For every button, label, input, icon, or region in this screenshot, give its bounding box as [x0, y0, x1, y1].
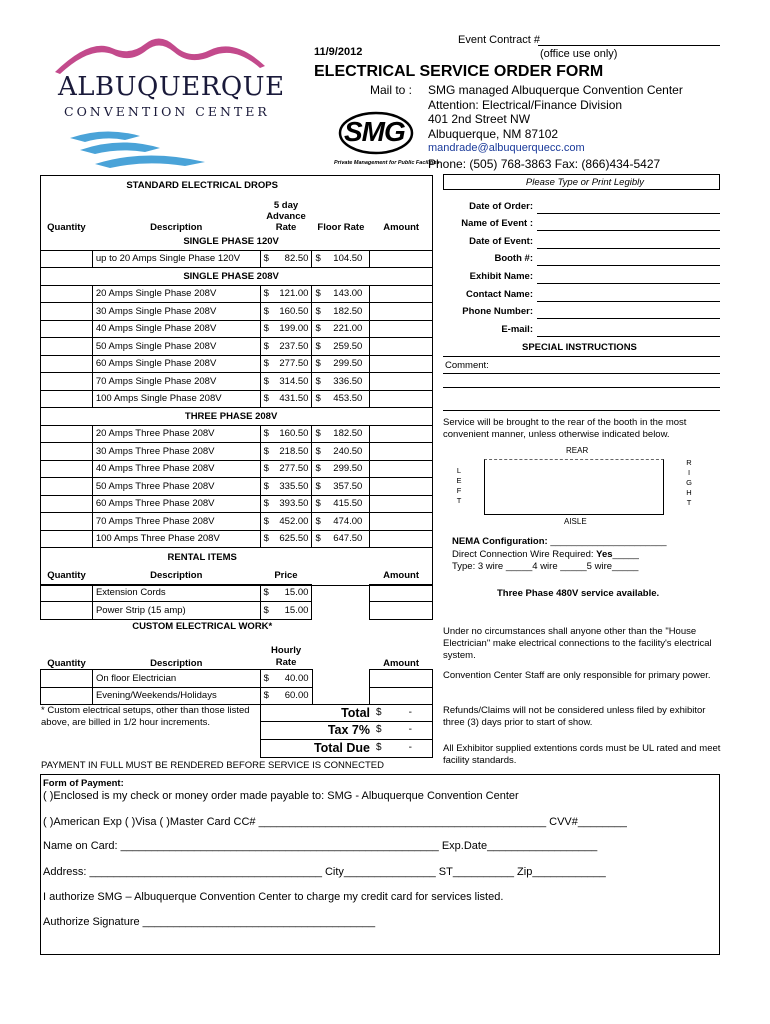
- authorize-text: I authorize SMG – Albuquerque Convention Center to charge my credit card for services listed.: [43, 891, 504, 903]
- comment-rule: [443, 387, 720, 388]
- amount-cell[interactable]: [370, 495, 433, 513]
- quantity-cell[interactable]: [41, 443, 93, 461]
- advance-rate-cell: $ 15.00: [260, 602, 312, 620]
- col-description: Description: [150, 221, 203, 233]
- table-row: [41, 303, 433, 321]
- empty-cell: [312, 602, 370, 620]
- wire-type[interactable]: Type: 3 wire _____4 wire _____5 wire_____: [452, 561, 639, 572]
- amount-cell[interactable]: [370, 460, 433, 478]
- event-field-label: Phone Number:: [462, 306, 533, 317]
- contact-phone: Phone: (505) 768-3863 Fax: (866)434-5427: [428, 157, 661, 171]
- mail-address: [428, 83, 683, 141]
- smg-tagline: Private Management for Public Facilities: [334, 160, 440, 166]
- description-cell: Evening/Weekends/Holidays: [92, 687, 260, 705]
- address-line: SMG managed Albuquerque Convention Center: [428, 83, 683, 97]
- quantity-cell[interactable]: [41, 460, 93, 478]
- advance-rate-cell: $ 335.50: [260, 478, 312, 496]
- payment-box: [40, 774, 720, 955]
- tax-row: [260, 722, 433, 740]
- comment-label: Comment:: [445, 360, 489, 371]
- address-line: Attention: Electrical/Finance Division: [428, 97, 623, 112]
- house-electrician-note: Under no circumstances shall anyone other than the "House Electrician" make electrical connections to the facility's electrical system.: [443, 626, 712, 661]
- amount-cell[interactable]: [370, 250, 433, 268]
- custom-footnote: * Custom electrical setups, other than those listed above, are billed in 1/2 hour increments.: [41, 705, 250, 728]
- table-row: [41, 670, 433, 688]
- description-cell: Power Strip (15 amp): [92, 602, 260, 620]
- event-field-line[interactable]: [537, 230, 720, 231]
- col-advance-2: Advance: [266, 210, 306, 222]
- logo-name: ALBUQUERQUE: [58, 72, 285, 102]
- advance-rate-cell: $ 277.50: [260, 460, 312, 478]
- col-advance-3: Rate: [275, 221, 297, 233]
- amount-cell[interactable]: [370, 670, 433, 688]
- table-row: [41, 390, 433, 408]
- table-row: [41, 602, 433, 620]
- event-field[interactable]: [443, 234, 720, 251]
- logo-subtitle: CONVENTION CENTER: [64, 104, 270, 119]
- event-field[interactable]: [443, 322, 720, 339]
- nema-block: [452, 536, 667, 574]
- advance-rate-cell: $ 15.00: [260, 584, 312, 602]
- three-phase-480-note: Three Phase 480V service available.: [497, 588, 660, 599]
- table-row: [41, 513, 433, 531]
- quantity-cell[interactable]: [41, 250, 93, 268]
- amount-cell[interactable]: [370, 373, 433, 391]
- advance-rate-cell: $ 431.50: [260, 390, 312, 408]
- custom-col-hourly-2: Rate: [275, 657, 297, 668]
- floor-rate-cell: $ 143.00: [312, 285, 370, 303]
- floor-rate-cell: $ 240.50: [312, 443, 370, 461]
- total-row: [260, 704, 433, 722]
- nema-label: NEMA Configuration:: [452, 536, 548, 547]
- floor-rate-cell: $ 415.50: [312, 495, 370, 513]
- quantity-cell[interactable]: [41, 670, 93, 688]
- booth-right-label: R I G H T: [686, 458, 692, 507]
- amount-cell[interactable]: [370, 355, 433, 373]
- amount-cell[interactable]: [370, 425, 433, 443]
- description-cell: 70 Amps Three Phase 208V: [92, 513, 260, 531]
- rental-col-description: Description: [150, 569, 203, 581]
- col-floor-rate: Floor Rate: [317, 221, 365, 233]
- booth-outline: [484, 459, 664, 515]
- event-field[interactable]: [443, 199, 720, 216]
- amount-cell[interactable]: [370, 478, 433, 496]
- tax-value[interactable]: -: [408, 724, 412, 735]
- sp208-heading: SINGLE PHASE 208V: [183, 270, 279, 282]
- description-cell: 100 Amps Single Phase 208V: [92, 390, 260, 408]
- description-cell: On floor Electrician: [92, 670, 260, 688]
- comment-rule: [443, 373, 720, 374]
- amount-cell[interactable]: [370, 513, 433, 531]
- floor-rate-cell: $ 299.50: [312, 355, 370, 373]
- advance-rate-cell: $ 40.00: [260, 670, 312, 688]
- rental-heading: RENTAL ITEMS: [167, 552, 237, 564]
- standard-drops-table: [40, 177, 433, 548]
- event-field-label: E-mail:: [501, 324, 533, 335]
- direct-tail[interactable]: _____: [612, 548, 639, 560]
- smg-text: SMG: [344, 116, 405, 147]
- rental-col-amount: Amount: [383, 569, 419, 581]
- direct-yes[interactable]: Yes: [596, 548, 613, 560]
- direct-connection: Direct Connection Wire Required:: [452, 548, 594, 560]
- custom-col-amount: Amount: [383, 658, 419, 669]
- address-line: 401 2nd Street NW: [428, 112, 531, 126]
- payment-notice: PAYMENT IN FULL MUST BE RENDERED BEFORE SERVICE IS CONNECTED: [41, 760, 384, 771]
- amount-cell[interactable]: [370, 303, 433, 321]
- quantity-cell[interactable]: [41, 425, 93, 443]
- signature-line[interactable]: Authorize Signature ______________________________________: [43, 916, 376, 928]
- table-row: [41, 285, 433, 303]
- event-field-line[interactable]: [537, 318, 720, 319]
- custom-col-quantity: Quantity: [47, 658, 86, 669]
- description-cell: 30 Amps Single Phase 208V: [92, 303, 260, 321]
- address-line: Albuquerque, NM 87102: [428, 126, 559, 141]
- advance-rate-cell: $ 452.00: [260, 513, 312, 531]
- booth-aisle-label: AISLE: [564, 517, 587, 526]
- table-row: [41, 530, 433, 548]
- rental-col-price: Price: [274, 569, 298, 581]
- contact-email[interactable]: mandrade@albuquerquecc.com: [428, 142, 585, 154]
- description-cell: 40 Amps Single Phase 208V: [92, 320, 260, 338]
- amount-cell[interactable]: [370, 584, 433, 602]
- col-quantity: Quantity: [47, 221, 86, 233]
- description-cell: Extension Cords: [92, 584, 260, 602]
- name-on-card-line[interactable]: Name on Card: ____________________________________________________ Exp.Date__________________: [43, 840, 598, 852]
- advance-rate-cell: $ 625.50: [260, 530, 312, 548]
- table-row: [41, 443, 433, 461]
- staff-note: Convention Center Staff are only responsible for primary power.: [443, 670, 711, 681]
- standard-heading: STANDARD ELECTRICAL DROPS: [126, 180, 278, 192]
- floor-rate-cell: $ 104.50: [312, 250, 370, 268]
- floor-rate-cell: $ 182.50: [312, 303, 370, 321]
- amount-cell[interactable]: [370, 390, 433, 408]
- advance-rate-cell: $ 218.50: [260, 443, 312, 461]
- due-value[interactable]: -: [408, 742, 412, 753]
- quantity-cell[interactable]: [41, 355, 93, 373]
- amount-cell[interactable]: [370, 443, 433, 461]
- floor-rate-cell: $ 647.50: [312, 530, 370, 548]
- description-cell: up to 20 Amps Single Phase 120V: [92, 250, 260, 268]
- floor-rate-cell: $ 182.50: [312, 425, 370, 443]
- table-row: [41, 584, 433, 602]
- event-field-line[interactable]: [537, 336, 720, 337]
- quantity-cell[interactable]: [41, 320, 93, 338]
- floor-rate-cell: $ 221.00: [312, 320, 370, 338]
- description-cell: 50 Amps Single Phase 208V: [92, 338, 260, 356]
- ul-note: All Exhibitor supplied extentions cords must be UL rated and meet facility standards.: [443, 743, 721, 766]
- booth-rear-label: REAR: [566, 446, 589, 455]
- event-field[interactable]: [443, 304, 720, 321]
- custom-heading: CUSTOM ELECTRICAL WORK*: [132, 621, 273, 633]
- tax-label: Tax 7%: [327, 723, 370, 737]
- quantity-cell[interactable]: [41, 303, 93, 321]
- advance-rate-cell: $ 82.50: [260, 250, 312, 268]
- print-legibly-note: Please Type or Print Legibly: [525, 177, 644, 188]
- event-info-box: [443, 174, 720, 190]
- description-cell: 20 Amps Three Phase 208V: [92, 425, 260, 443]
- amount-cell[interactable]: [370, 687, 433, 705]
- quantity-cell[interactable]: [41, 584, 93, 602]
- event-field-label: Date of Event:: [469, 236, 533, 247]
- table-row: [41, 425, 433, 443]
- advance-rate-cell: $ 314.50: [260, 373, 312, 391]
- event-field-line[interactable]: [537, 301, 720, 302]
- quantity-cell[interactable]: [41, 390, 93, 408]
- description-cell: 70 Amps Single Phase 208V: [92, 373, 260, 391]
- advance-rate-cell: $ 121.00: [260, 285, 312, 303]
- quantity-cell[interactable]: [41, 373, 93, 391]
- advance-rate-cell: $ 393.50: [260, 495, 312, 513]
- event-field-label: Date of Order:: [469, 201, 533, 212]
- event-field-label: Exhibit Name:: [469, 271, 533, 282]
- floor-rate-cell: $ 259.50: [312, 338, 370, 356]
- table-row: [41, 355, 433, 373]
- col-advance-1: 5 day: [273, 199, 299, 211]
- quantity-cell[interactable]: [41, 478, 93, 496]
- form-title: ELECTRICAL SERVICE ORDER FORM: [314, 63, 604, 80]
- event-field-line[interactable]: [537, 265, 720, 266]
- totals-block: [260, 704, 433, 758]
- table-row: [41, 478, 433, 496]
- event-field[interactable]: [443, 251, 720, 268]
- custom-col-description: Description: [150, 658, 203, 669]
- tax-currency: $: [376, 724, 382, 735]
- event-contract-line[interactable]: [538, 45, 720, 46]
- advance-rate-cell: $ 237.50: [260, 338, 312, 356]
- office-use-note: (office use only): [540, 48, 618, 60]
- total-label: Total: [341, 706, 370, 720]
- description-cell: 100 Amps Three Phase 208V: [92, 530, 260, 548]
- table-row: [41, 687, 433, 705]
- service-note: Service will be brought to the rear of the booth in the most convenient manner, unless otherwise indicated below.: [443, 417, 687, 440]
- floor-rate-cell: $ 336.50: [312, 373, 370, 391]
- quantity-cell[interactable]: [41, 285, 93, 303]
- col-amount: Amount: [383, 221, 420, 233]
- due-label: Total Due: [313, 741, 370, 755]
- table-row: [41, 460, 433, 478]
- quantity-cell[interactable]: [41, 602, 93, 620]
- advance-rate-cell: $ 160.50: [260, 303, 312, 321]
- description-cell: 60 Amps Single Phase 208V: [92, 355, 260, 373]
- floor-rate-cell: $ 299.50: [312, 460, 370, 478]
- address-line[interactable]: Address: ______________________________________ City_______________ ST__________ Zip____________: [43, 866, 606, 878]
- due-row: [260, 740, 433, 758]
- mail-to-label: Mail to :: [370, 83, 413, 97]
- advance-rate-cell: $ 199.00: [260, 320, 312, 338]
- event-field-line[interactable]: [537, 283, 720, 284]
- empty-cell: [312, 584, 370, 602]
- amount-cell[interactable]: [370, 285, 433, 303]
- rental-table: [40, 549, 433, 620]
- table-row: [41, 338, 433, 356]
- booth-diagram[interactable]: [444, 444, 720, 526]
- enclosed-option[interactable]: ( )Enclosed is my check or money order made payable to: SMG - Albuquerque Convention Center: [43, 790, 519, 802]
- event-field-label: Booth #:: [494, 253, 533, 264]
- empty-cell: [312, 670, 370, 688]
- description-cell: 50 Amps Three Phase 208V: [92, 478, 260, 496]
- amount-cell[interactable]: [370, 320, 433, 338]
- custom-col-hourly-1: Hourly: [271, 645, 302, 656]
- event-field[interactable]: [443, 216, 720, 233]
- total-value[interactable]: -: [408, 707, 412, 718]
- event-contract-label: Event Contract #: [458, 34, 540, 46]
- rental-col-quantity: Quantity: [47, 569, 86, 581]
- event-field[interactable]: [443, 269, 720, 286]
- quantity-cell[interactable]: [41, 495, 93, 513]
- event-field-label: Contact Name:: [465, 289, 533, 300]
- quantity-cell[interactable]: [41, 687, 93, 705]
- description-cell: 60 Amps Three Phase 208V: [92, 495, 260, 513]
- event-field-label: Name of Event :: [461, 218, 533, 229]
- advance-rate-cell: $ 160.50: [260, 425, 312, 443]
- booth-left-label: L E F T: [456, 466, 462, 505]
- custom-work-table: [40, 618, 433, 705]
- form-of-payment-label: Form of Payment:: [43, 778, 124, 789]
- due-currency: $: [376, 742, 382, 753]
- floor-rate-cell: $ 357.50: [312, 478, 370, 496]
- floor-rate-cell: $ 453.50: [312, 390, 370, 408]
- table-row: [41, 495, 433, 513]
- advance-rate-cell: $ 60.00: [260, 687, 312, 705]
- water-wave-icon: [65, 126, 215, 176]
- nema-line[interactable]: ______________________: [550, 536, 667, 547]
- amount-cell[interactable]: [370, 602, 433, 620]
- refund-note: Refunds/Claims will not be considered unless filed by exhibitor three (3) days prior to start of show.: [443, 705, 706, 728]
- description-cell: 30 Amps Three Phase 208V: [92, 443, 260, 461]
- event-field-line[interactable]: [537, 248, 720, 249]
- amount-cell[interactable]: [370, 338, 433, 356]
- floor-rate-cell: $ 474.00: [312, 513, 370, 531]
- table-row: [41, 320, 433, 338]
- total-currency: $: [376, 707, 382, 718]
- quantity-cell[interactable]: [41, 530, 93, 548]
- amount-cell[interactable]: [370, 530, 433, 548]
- form-date: 11/9/2012: [314, 46, 363, 58]
- card-line[interactable]: ( )American Exp ( )Visa ( )Master Card CC# _______________________________________________ CVV#________: [43, 816, 627, 828]
- advance-rate-cell: $ 277.50: [260, 355, 312, 373]
- table-row: [41, 250, 433, 268]
- smg-logo: [330, 108, 440, 170]
- acc-logo: [50, 30, 285, 180]
- special-instructions-heading: SPECIAL INSTRUCTIONS: [522, 342, 637, 353]
- empty-cell: [312, 687, 370, 705]
- quantity-cell[interactable]: [41, 338, 93, 356]
- quantity-cell[interactable]: [41, 513, 93, 531]
- event-field[interactable]: [443, 287, 720, 304]
- table-row: [41, 373, 433, 391]
- description-cell: 20 Amps Single Phase 208V: [92, 285, 260, 303]
- description-cell: 40 Amps Three Phase 208V: [92, 460, 260, 478]
- event-field-line[interactable]: [537, 213, 720, 214]
- sp120-heading: SINGLE PHASE 120V: [183, 235, 279, 247]
- tp208-heading: THREE PHASE 208V: [184, 410, 278, 422]
